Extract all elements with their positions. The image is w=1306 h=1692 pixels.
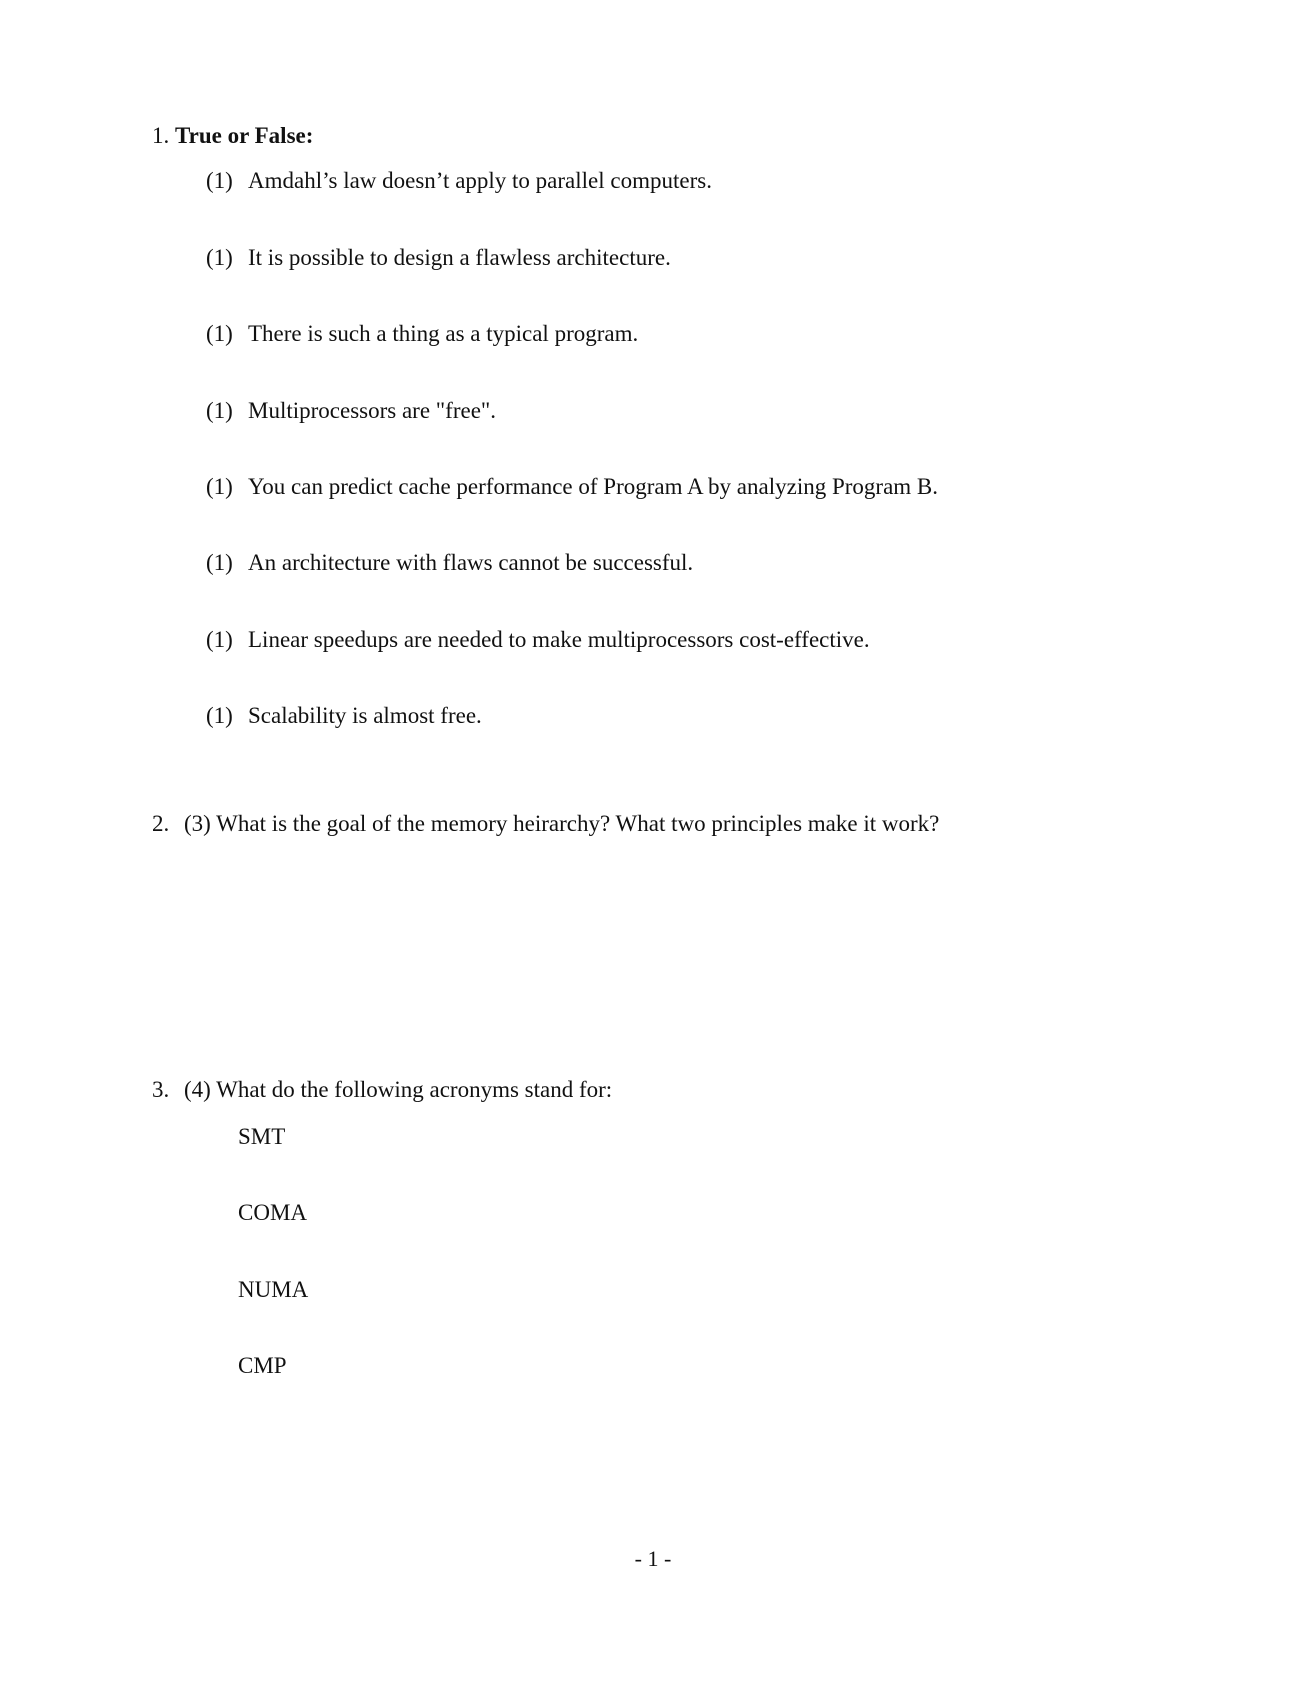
question-1-heading xyxy=(152,123,313,149)
item-text: It is possible to design a flawless architecture. xyxy=(248,245,671,270)
item-points: (1) xyxy=(206,703,233,728)
question-3 xyxy=(152,1077,612,1103)
item-text: Amdahl’s law doesn’t apply to parallel computers. xyxy=(248,168,712,193)
true-false-item xyxy=(206,168,712,194)
question-1-number: 1. xyxy=(152,123,170,148)
item-text: Multiprocessors are "free". xyxy=(248,398,497,423)
item-text: Linear speedups are needed to make multiprocessors cost-effective. xyxy=(248,627,870,652)
true-false-item xyxy=(206,703,482,729)
acronym-smt: SMT xyxy=(238,1124,286,1149)
item-text: An architecture with flaws cannot be successful. xyxy=(248,550,694,575)
true-false-item xyxy=(206,474,938,500)
page-number: - 1 - xyxy=(634,1546,672,1571)
item-points: (1) xyxy=(206,245,233,270)
question-2-number: 2. xyxy=(152,811,170,836)
item-points: (1) xyxy=(206,627,233,652)
acronym-numa: NUMA xyxy=(238,1277,309,1302)
item-points: (1) xyxy=(206,321,233,346)
item-text: Scalability is almost free. xyxy=(248,703,482,728)
item-points: (1) xyxy=(206,550,233,575)
true-false-item xyxy=(206,245,671,271)
item-points: (1) xyxy=(206,398,233,423)
item-text: There is such a thing as a typical program. xyxy=(248,321,639,346)
true-false-item xyxy=(206,398,496,424)
item-points: (1) xyxy=(206,474,233,499)
acronym-cmp: CMP xyxy=(238,1353,287,1378)
true-false-item xyxy=(206,627,870,653)
true-false-item xyxy=(206,550,693,576)
acronym-coma: COMA xyxy=(238,1200,308,1225)
question-1-title: True or False: xyxy=(175,123,314,148)
true-false-item xyxy=(206,321,638,347)
question-3-number: 3. xyxy=(152,1077,170,1102)
question-2 xyxy=(152,811,939,837)
question-3-text: (4) What do the following acronyms stand for: xyxy=(184,1077,613,1102)
item-text: You can predict cache performance of Program A by analyzing Program B. xyxy=(248,474,939,499)
item-points: (1) xyxy=(206,168,233,193)
question-2-text: (3) What is the goal of the memory heirarchy? What two principles make it work? xyxy=(184,811,940,836)
